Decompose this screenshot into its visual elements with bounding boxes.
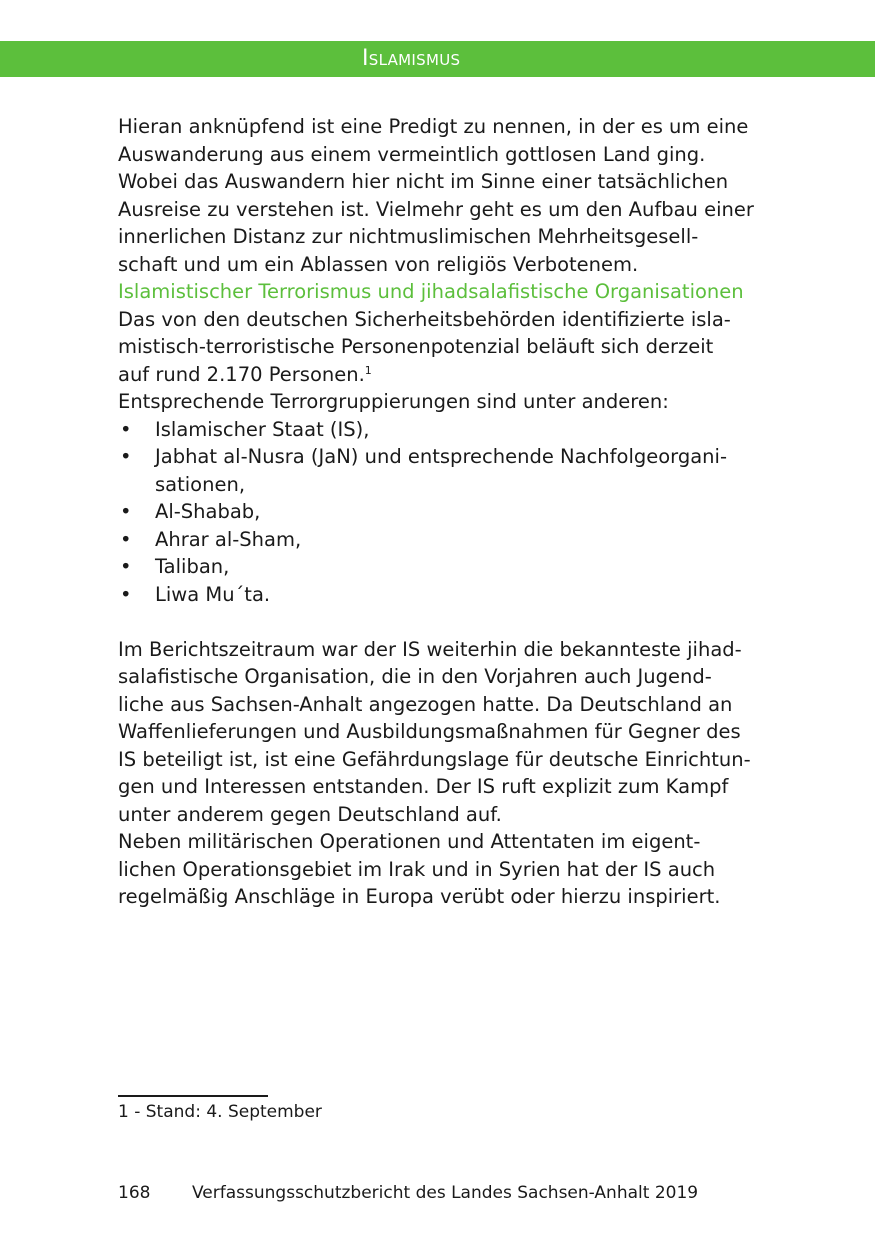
- list-item: [118, 416, 778, 444]
- bullet-icon: •: [120, 582, 132, 606]
- text-line: Auswanderung aus einem vermeintlich gottlosen Land ging.: [118, 142, 706, 166]
- bullet-icon: •: [120, 527, 132, 551]
- list-item: [118, 443, 778, 498]
- text-line: innerlichen Distanz zur nichtmuslimischen Mehrheitsgesell-: [118, 225, 699, 248]
- list-item: [118, 581, 778, 609]
- section-paragraph: [118, 306, 778, 389]
- bullet-icon: •: [120, 555, 132, 578]
- footnote-divider: [118, 1095, 268, 1097]
- section-heading: Islamistischer Terrorismus und jihadsalafistische Organisationen: [118, 280, 744, 303]
- text-line: mistisch-terroristische Personenpotenzial beläuft sich derzeit: [118, 335, 714, 358]
- page-number: 168: [118, 1183, 151, 1203]
- list-item-label: Al-Shabab,: [155, 500, 261, 523]
- organization-list: [118, 416, 778, 609]
- main-content: [118, 113, 778, 911]
- bullet-icon: •: [120, 500, 132, 523]
- text-line: liche aus Sachsen-Anhalt angezogen hatte. Da Deutschland an: [118, 692, 733, 716]
- text-line: regelmäßig Anschläge in Europa verübt oder hierzu inspiriert.: [118, 885, 721, 908]
- text-line: gen und Interessen entstanden. Der IS ruft explizit zum Kampf: [118, 775, 729, 798]
- intro-paragraph: [118, 113, 778, 278]
- text-line: Hieran anknüpfend ist eine Predigt zu nennen, in der es um eine: [118, 115, 749, 138]
- list-intro: Entsprechende Terrorgruppierungen sind unter anderen:: [118, 390, 669, 413]
- text-line: auf rund 2.170 Personen.: [118, 362, 365, 386]
- text-line: Waffenlieferungen und Ausbildungsmaßnahmen für Gegner des: [118, 720, 741, 743]
- text-line: lichen Operationsgebiet im Irak und in Syrien hat der IS auch: [118, 857, 716, 881]
- text-line: IS beteiligt ist, ist eine Gefährdungslage für deutsche Einrichtun-: [118, 747, 751, 771]
- list-item: [118, 498, 778, 526]
- footnote: 1 - Stand: 4. September: [118, 1102, 322, 1122]
- chapter-title: Islamismus: [362, 46, 461, 71]
- list-item-label: Ahrar al-Sham,: [155, 527, 302, 551]
- closing-paragraph: [118, 636, 778, 829]
- list-item: [118, 553, 778, 581]
- text-line: salafistische Organisation, die in den Vorjahren auch Jugend-: [118, 665, 712, 688]
- footnote-marker: 1: [364, 363, 372, 377]
- text-line: unter anderem gegen Deutschland auf.: [118, 802, 502, 826]
- text-line: schaft und um ein Ablassen von religiös Verbotenem.: [118, 252, 639, 276]
- list-item-label: Liwa Mu´ta.: [155, 582, 271, 606]
- text-line: Das von den deutschen Sicherheitsbehörden identifizierte isla-: [118, 307, 731, 331]
- text-line: Im Berichtszeitraum war der IS weiterhin die bekannteste jihad-: [118, 637, 742, 661]
- list-item: [118, 526, 778, 554]
- text-line: Neben militärischen Operationen und Attentaten im eigent-: [118, 830, 701, 853]
- bullet-icon: •: [120, 445, 132, 468]
- bullet-icon: •: [120, 417, 132, 441]
- list-item-label: Jabhat al-Nusra (JaN) und entsprechende Nachfolgeorgani- sationen,: [155, 445, 727, 496]
- publication-title: Verfassungsschutzbericht des Landes Sachsen-Anhalt 2019: [192, 1183, 699, 1203]
- text-line: Wobei das Auswandern hier nicht im Sinne einer tatsächlichen: [118, 170, 729, 193]
- list-item-label: Islamischer Staat (IS),: [155, 417, 370, 441]
- closing-paragraph: [118, 828, 778, 911]
- text-line: Ausreise zu verstehen ist. Vielmehr geht es um den Aufbau einer: [118, 197, 754, 221]
- list-item-label: Taliban,: [155, 555, 230, 578]
